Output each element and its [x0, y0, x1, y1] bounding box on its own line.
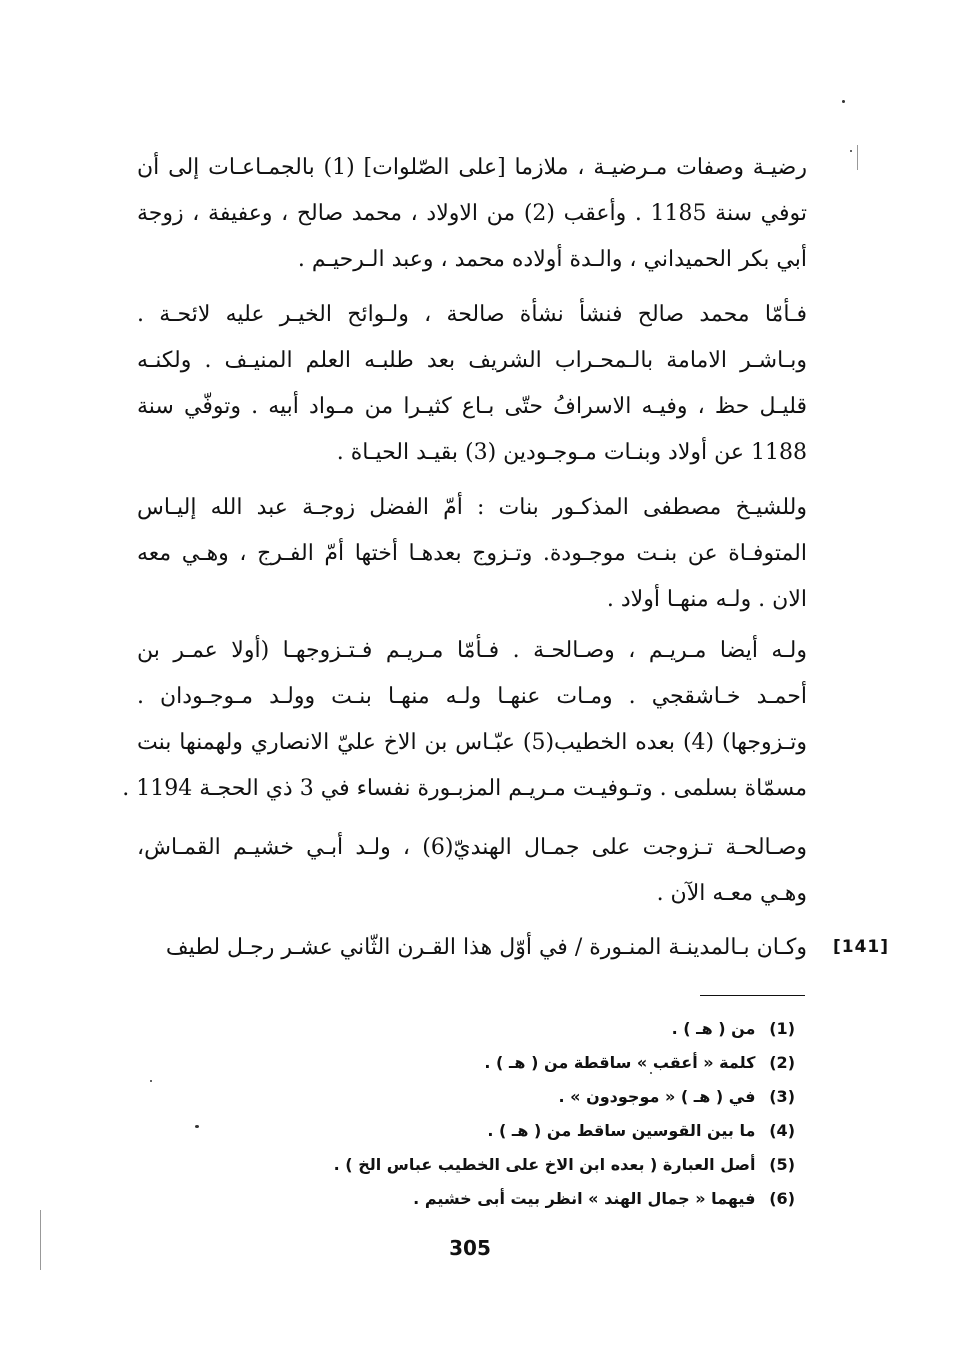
paragraph-1 [137, 145, 807, 283]
footnote-number: (4) [769, 1121, 795, 1140]
footnote [235, 1046, 795, 1080]
paragraph-2 [137, 292, 807, 476]
scan-speck [850, 150, 852, 152]
scan-speck [842, 100, 845, 103]
text-line: مسمّاة بسلمى . وتـوفيـت مـريـم المزبـورة نفساء في 3 ذي الحجـة 1194 . [122, 776, 807, 801]
text-line: المتوفـاة عن بنـت موجـودة. وتـزوج بعدهـا أختها أمّ الفـرج ، وهـي معه [137, 541, 807, 566]
paragraph-6 [137, 925, 807, 971]
text-line: وصـالحـة تـزوجت على جمـال الهنديّ(6) ، ولـد أبـي خشيـم القمـاش، [137, 835, 807, 860]
paragraph-5 [137, 825, 807, 917]
footnote [235, 1114, 795, 1148]
text-line: فـأمّا محمد صالح فنشأ نشأة صالحة ، ولـوائح الخيـر عليه لائحـة . [137, 302, 807, 327]
text-line: أبي بكر الحميداني ، والـدة أولاده محمد ، وعبد الـرحيـم . [297, 247, 807, 272]
footnotes [235, 1012, 795, 1216]
footnote-number: (2) [769, 1053, 795, 1072]
text-line: توفي سنة 1185 . وأعقب (2) من الاولاد ، محمد صالح ، وعفيفة ، زوجة [137, 201, 808, 226]
text-line: قليـل حظ ، وفيـه الاسرافُ حتّى بـاع كثيـرا من مـواد أبيه . وتوفّي سنة [137, 394, 807, 419]
scan-speck [195, 1125, 199, 1128]
paragraph-4 [122, 628, 807, 812]
text-line: وهـي معـه الآن . [656, 881, 807, 906]
footnote-text: من ( هـ ) . [671, 1019, 756, 1038]
footnote [235, 1182, 795, 1216]
folio-marker: [141] [833, 937, 890, 957]
footnote-text: فيهما « جمال الهند » انظر بيت أبى خشيم . [413, 1189, 756, 1208]
scan-edge-line [40, 1210, 41, 1270]
page-number: 305 [449, 1236, 491, 1260]
text-line: وكـان بـالمدينـة المنـورة / في أوّل هذا القـرن الثّاني عشـر رجـل لطيف [165, 935, 807, 960]
footnote-number: (1) [769, 1019, 795, 1038]
text-line: الان . ولـه منهـا أولاد . [606, 587, 807, 612]
text-line: وبـاشـر الامامة بالـمحـراب الشريف بعد طلبـه العلم المنيـف . ولكنـه [137, 348, 807, 373]
footnote-number: (6) [769, 1189, 795, 1208]
footnote-text: كلمة « أعقب » ساقطة من ( هـ ) . [484, 1053, 756, 1072]
footnote [235, 1080, 795, 1114]
text-line: وللشيـخ مصطفى المذكـور بنات : أمّ الفضل زوجـة عبد الله إليـاس [137, 495, 807, 520]
paragraph-3 [137, 485, 807, 623]
scan-speck [150, 1080, 152, 1082]
footnote-number: (3) [769, 1087, 795, 1106]
text-line: وتـزوجها) (4) بعده الخطيب(5) عبّـاس بن الاخ عليّ الانصاري ولهمنها بنت [137, 730, 807, 755]
footnote-separator [700, 995, 805, 996]
footnote [235, 1012, 795, 1046]
text-line: رضيـة وصفات مـرضيـة ، ملازما [على الصّلوات] (1) بالجمـاعـات إلى أن [137, 155, 807, 180]
text-line: أحمـد خـاشقجي . ومـات عنهـا ولـه منهـا بنـت وولـد مـوجـودان . [137, 684, 807, 709]
text-line: 1188 عن أولاد وبنـات مـوجـودين (3) بقيـد الحيـاة . [336, 440, 807, 465]
footnote-text: ما بين القوسين ساقط من ( هـ ) . [487, 1121, 756, 1140]
footnote-number: (5) [769, 1155, 795, 1174]
footnote-text: في ( هـ ) « موجودون » . [558, 1087, 756, 1106]
footnote [235, 1148, 795, 1182]
text-line: ولـه أيضا مـريـم ، وصـالحـة . فـأمّا مـريـم فـتـزوجهـا (أولا عمـر بن [137, 638, 807, 663]
scan-speck [650, 1072, 652, 1074]
footnote-text: أصل العبارة ( بعده ابن الاخ على الخطيب عباس الخ ) . [333, 1155, 756, 1174]
scan-edge-line [857, 145, 858, 170]
